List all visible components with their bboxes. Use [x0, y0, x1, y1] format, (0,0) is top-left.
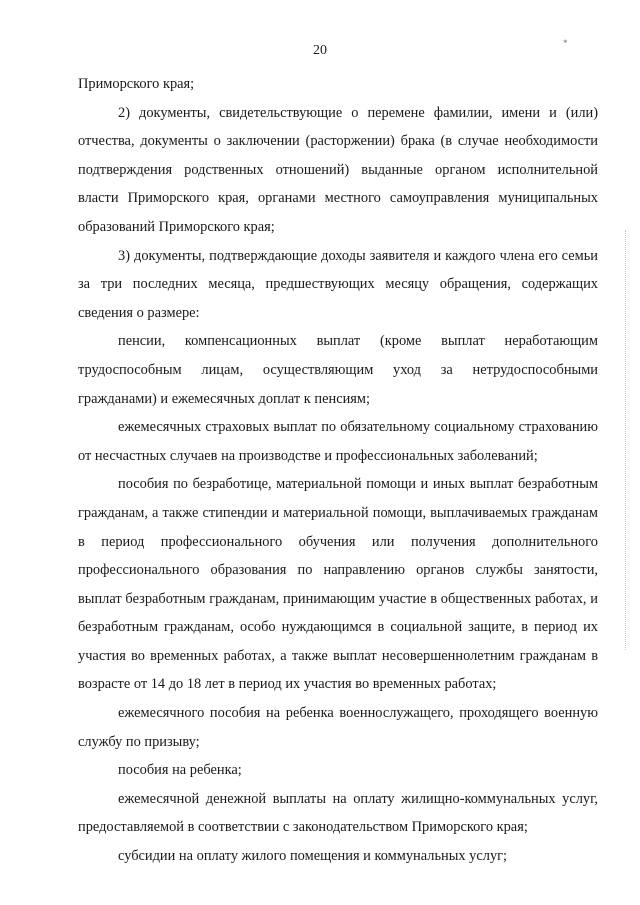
- paragraph: 3) документы, подтверждающие доходы заявителя и каждого члена его семьи за три последних месяца, предшествующих месяцу обращения, содержащих сведения о размере:: [78, 247, 598, 321]
- document-body: [78, 70, 598, 871]
- paragraph: пенсии, компенсационных выплат (кроме выплат неработающим трудоспособным лицам, осуществляющим уход за нетрудоспособными гражданами) и ежемесячных доплат к пенсиям;: [78, 333, 598, 407]
- paragraph: Приморского края;: [78, 76, 195, 92]
- paragraph: ежемесячной денежной выплаты на оплату жилищно-коммунальных услуг, предоставляемой в соответствии с законодательством Приморского края;: [78, 790, 598, 836]
- paragraph: субсидии на оплату жилого помещения и коммунальных услуг;: [118, 848, 508, 865]
- paragraph: пособия на ребенка;: [118, 762, 242, 779]
- paragraph: ежемесячного пособия на ребенка военнослужащего, проходящего военную службу по призыву;: [78, 705, 598, 750]
- corner-mark: *: [563, 38, 568, 48]
- paragraph: ежемесячных страховых выплат по обязательному социальному страхованию от несчастных случаев на производстве и профессиональных заболеваний;: [78, 419, 598, 464]
- paragraph: 2) документы, свидетельствующие о перемене фамилии, имени и (или) отчества, документы о заключении (расторжении) брака (в случае необходимости подтверждения родственных отношений) выданные органом исполнительной власти Приморского края, органами местного самоуправления муниципальных образований Приморского края;: [78, 104, 598, 235]
- page-number: 20: [313, 43, 327, 58]
- paragraph: пособия по безработице, материальной помощи и иных выплат безработным гражданам, а также стипендии и материальной помощи, выплачиваемых гражданам в период профессионального обучения или получения дополнительного профессионального образования по направлению органов службы занятости, выплат безработным гражданам, принимающим участие в общественных работах, и безработным гражданам, особо нуждающимся в социальной защите, в период их участия во временных работах, а также выплат несовершеннолетним гражданам в возрасте от 14 до 18 лет в период их участия во временных работах;: [78, 476, 598, 693]
- scan-edge-artifact: [625, 230, 627, 650]
